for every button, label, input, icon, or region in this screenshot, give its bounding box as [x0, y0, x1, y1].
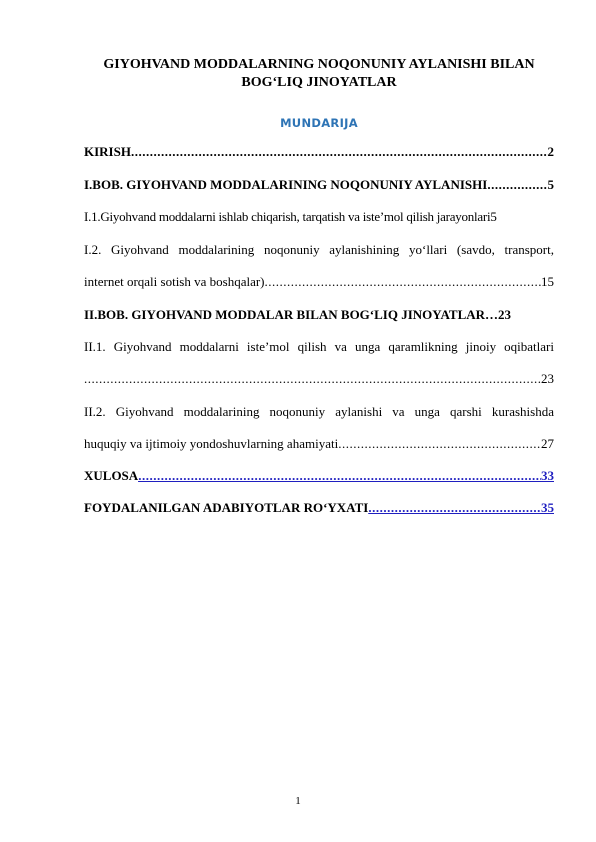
toc-entry-bob1[interactable] — [84, 177, 554, 197]
toc-entry-page: 23 — [498, 307, 512, 322]
toc-entry-xulosa[interactable] — [84, 468, 554, 488]
page-number: 1 — [295, 795, 301, 807]
document-title: GIYOHVAND MODDALARNING NOQONUNIY AYLANISHI BILAN BOG‘LIQ JINOYATLAR — [103, 57, 535, 90]
toc-entry-page: 5 — [490, 209, 497, 224]
toc-entry-section-2-1-line2[interactable] — [84, 371, 554, 391]
toc-entry-adabiyotlar[interactable] — [84, 500, 554, 520]
toc-entry-text: internet orqali sotish va boshqalar) — [84, 274, 265, 289]
toc-entry-page: 15 — [541, 274, 554, 289]
toc-leader-dots — [368, 500, 541, 516]
toc-entry-text: XULOSA — [84, 468, 139, 483]
toc-leader-dots — [487, 177, 547, 193]
toc-entry-section-1-1[interactable] — [84, 209, 554, 229]
toc-entry-page: 27 — [541, 436, 554, 451]
toc-leader-dots — [338, 436, 541, 452]
toc-entry-section-2-2-line1[interactable]: II.2. Giyohvand moddalarining noqonuniy aylanishi va unga qarshi kurashishda — [84, 404, 554, 419]
toc-entry-section-2-2-line2[interactable] — [84, 436, 554, 456]
toc-entry-section-2-1-line1[interactable]: II.1. Giyohvand moddalarni iste’mol qilish va unga qaramlikning jinoiy oqibatlari — [84, 339, 554, 354]
toc-entry-kirish[interactable] — [84, 144, 554, 164]
toc-leader-dots — [138, 468, 541, 484]
toc-leader-dots — [131, 144, 548, 160]
toc-entry-page: 5 — [547, 177, 554, 192]
toc-entry-page: 2 — [547, 144, 554, 159]
toc-entry-page: 35 — [541, 500, 554, 515]
toc-entry-section-1-2-line1[interactable]: I.2. Giyohvand moddalarining noqonuniy aylanishining yo‘llari (savdo, transport, — [84, 242, 554, 257]
toc-entry-page: 33 — [541, 468, 554, 483]
toc-entry-text: huquqiy va ijtimoiy yondoshuvlarning ahamiyati — [84, 436, 339, 451]
toc-heading: MUNDARIJA — [280, 116, 358, 130]
toc-entry-text: I.BOB. GIYOHVAND MODDALARINING NOQONUNIY AYLANISHI — [84, 177, 488, 192]
toc-entry-section-1-2-line2[interactable] — [84, 274, 554, 294]
toc-leader-dots — [84, 371, 541, 387]
toc-entry-text: KIRISH — [84, 144, 131, 159]
toc-entry-text: II.BOB. GIYOHVAND MODDALAR BILAN BOG‘LIQ JINOYATLAR… — [84, 307, 499, 322]
toc-entry-text: I.1.Giyohvand moddalarni ishlab chiqarish, tarqatish va iste’mol qilish jarayonlari — [84, 209, 491, 224]
toc-leader-dots — [265, 274, 541, 290]
toc-entry-text: FOYDALANILGAN ADABIYOTLAR RO‘YXATI — [84, 500, 369, 515]
toc-entry-bob2[interactable] — [84, 307, 554, 327]
toc-entry-page: 23 — [541, 371, 554, 386]
